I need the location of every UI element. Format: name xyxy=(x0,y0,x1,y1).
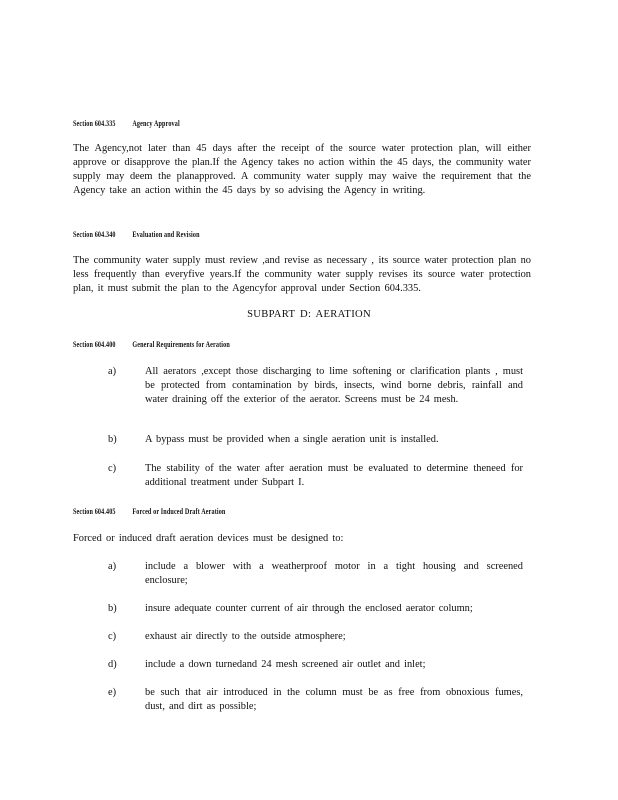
section-title: General Requirements for Aeration xyxy=(132,339,230,349)
list-item-label: a) xyxy=(108,366,117,377)
section-title: Forced or Induced Draft Aeration xyxy=(132,506,226,516)
section-number: Section 604.400 xyxy=(73,339,116,349)
section-title: Evaluation and Revision xyxy=(132,229,200,239)
list-item-text: A bypass must be provided when a single aeration unit is installed. xyxy=(145,434,439,445)
list-item-label: d) xyxy=(108,659,117,670)
list-item-text: include a down turnedand 24 mesh screened air outlet and inlet; xyxy=(145,659,426,670)
list-item-text: The stability of the water after aeration must be evaluated to determine theneed for additional treatment under Subpart I. xyxy=(145,463,523,488)
section-number: Section 604.405 xyxy=(73,506,116,516)
section-number: Section 604.335 xyxy=(73,118,116,128)
section-number: Section 604.340 xyxy=(73,229,116,239)
section-title: Agency Approval xyxy=(132,118,180,128)
list-item-text: be such that air introduced in the column must be as free from obnoxious fumes, dust, and dirt as possible; xyxy=(145,687,523,712)
section-intro-604-405: Forced or induced draft aeration devices must be designed to: xyxy=(73,533,344,544)
list-item-text: insure adequate counter current of air through the enclosed aerator column; xyxy=(145,603,473,614)
list-item-label: b) xyxy=(108,603,117,614)
list-item-label: c) xyxy=(108,463,117,474)
section-body-604-335: The Agency,not later than 45 days after the receipt of the source water protection plan, will either approve or disapprove the plan.If the Agency takes no action within the 45 days, the community water supply may deem the planapproved. A community water supply may waive the requirement that the Agency take an action within the 45 days by so advising the Agency in writing. xyxy=(73,143,531,197)
list-item-label: c) xyxy=(108,631,117,642)
list-item-text: exhaust air directly to the outside atmosphere; xyxy=(145,631,346,642)
section-heading-604-400 xyxy=(73,339,230,349)
list-item-label: b) xyxy=(108,434,117,445)
list-item-label: e) xyxy=(108,687,117,698)
section-heading-604-405 xyxy=(73,506,225,516)
list-item-text: include a blower with a weatherproof motor in a tight housing and screened enclosure; xyxy=(145,561,523,586)
section-body-604-340: The community water supply must review ,and revise as necessary , its source water protection plan no less frequently than everyfive years.If the community water supply revises its source water protection plan, it must submit the plan to the Agencyfor approval under Section 604.335. xyxy=(73,255,531,295)
section-heading-604-335 xyxy=(73,118,180,128)
section-heading-604-340 xyxy=(73,229,200,239)
list-item-text: All aerators ,except those discharging to lime softening or clarification plants , must be protected from contamination by birds, insects, wind borne debris, rainfall and water draining off the exterior of the aerator. Screens must be 24 mesh. xyxy=(145,366,523,405)
list-item-label: a) xyxy=(108,561,117,572)
subpart-heading: SUBPART D: AERATION xyxy=(247,309,371,320)
